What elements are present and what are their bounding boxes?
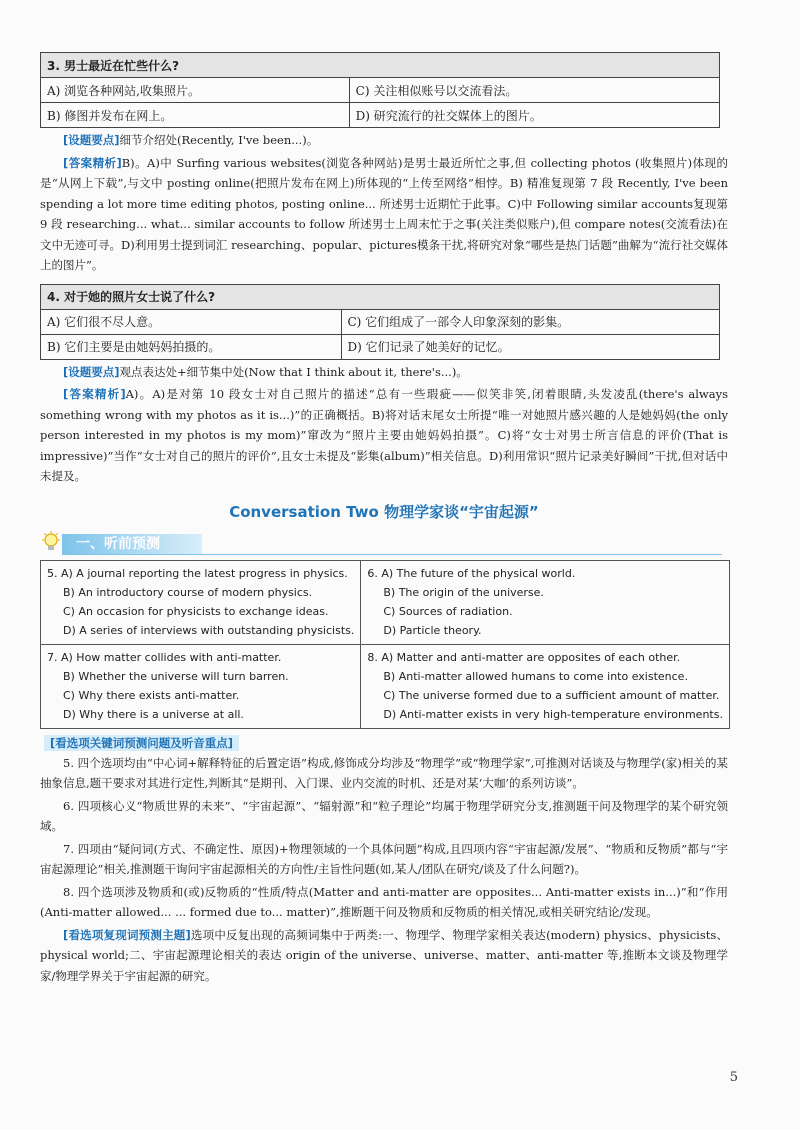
question-4-stem: 4. 对于她的照片女士说了什么? [41,284,720,309]
q5-option-d: D) A series of interviews with outstanding physicists. [63,623,355,637]
q6-options [361,560,730,644]
q4-option-b: B) 它们主要是由她妈妈拍摄的。 [41,334,342,359]
q5-options [41,560,361,644]
q8-option-c: C) The universe formed due to a sufficient amount of matter. [383,688,720,702]
analysis-q7: 7. 四项由“疑问词(方式、不确定性、原因)+物理领域的一个具体问题”构成,且四项内容“宇宙起源/发展”、“物质和反物质”都与“宇宙起源理论”相关,推测题干询问宇宙起源相关的方向性/主旨性问题(如,某人/团队在研究/谈及了什么问题?)。 [40,841,728,876]
lightbulb-icon [40,530,62,556]
q4-point-tag: [设题要点] [63,364,120,379]
q4-option-d: D) 它们记录了她美好的记忆。 [341,334,720,359]
q5-option-b: B) An introductory course of modern physics. [63,585,313,599]
q5-option-c: C) An occasion for physicists to exchange ideas. [63,604,329,618]
repeat-words-text: 选项中反复出现的高频词集中于两类:一、物理学、物理学家相关表达(modern) physics、physicists、physical world;二、宇宙起源理论相关的表达 origin of the universe、universe、matter、anti-matter 等,推断本文谈及物理学家/物理学界关于宇宙起源的研究。 [40,927,728,983]
q5-option-a: 5. A) A journal reporting the latest progress in physics. [47,566,348,580]
q7-options [41,644,361,728]
q3-answer-text: B)。A)中 Surfing various websites(浏览各种网站)是男士最近所忙之事,但 collecting photos (收集照片)体现的是“从网上下载”,与文中 posting online(把照片发布在网上)所体现的“上传至网络”相悖。B) 精准复现第 7 段 Recently, I've been spending a lot more time editing photos, posting online... 所述男士近期忙于此事。C)中 Following similar accounts复现第 9 段 researching... what... similar accounts to follow 所述男士上周末忙于之事(关注类似账户),但 compare notes(交流看法)在文中无迹可寻。D)利用男士提到词汇 researching、popular、pictures模条干扰,将研究对象“哪些是热门话题”曲解为“流行社交媒体上的图片”。 [40,155,728,272]
section-title: 一、听前预测 [76,535,160,552]
repeat-words-paragraph [40,925,728,987]
q8-option-b: B) Anti-matter allowed humans to come into existence. [383,669,688,683]
banner-line [62,554,722,555]
question-3-stem: 3. 男士最近在忙些什么? [41,53,720,78]
q8-option-d: D) Anti-matter exists in very high-temperature environments. [383,707,723,721]
options-grid [40,560,730,729]
q4-answer [40,384,728,487]
q3-point [40,130,728,151]
q3-option-d: D) 研究流行的社交媒体上的图片。 [349,103,719,128]
q3-option-a: A) 浏览各种网站,收集照片。 [41,78,350,103]
conversation-two-title: Conversation Two 物理学家谈“宇宙起源” [229,502,539,521]
q3-answer [40,153,728,276]
q3-point-text: 细节介绍处(Recently, I've been...)。 [119,133,319,147]
q3-option-c: C) 关注相似账号以交流看法。 [349,78,719,103]
page-number: 5 [729,1070,738,1085]
q4-point-text: 观点表达处+细节集中处(Now that I think about it, there's...)。 [119,364,468,379]
q7-option-d: D) Why there is a universe at all. [63,707,244,721]
q7-option-a: 7. A) How matter collides with anti-matter. [47,650,282,664]
repeat-words-tag: [看选项复现词预测主题] [63,927,191,942]
q3-point-tag: [设题要点] [63,133,120,147]
q6-option-c: C) Sources of radiation. [383,604,513,618]
q8-option-a: 8. A) Matter and anti-matter are opposites of each other. [367,650,681,664]
analysis-q8: 8. 四个选项涉及物质和(或)反物质的“性质/特点(Matter and anti-matter are opposites... Anti-matter exists in...)”和“作用(Anti-matter allowed... ... formed due to... matter)”,推断题干问及物质和反物质的相关情况,或相关研究结论/发现。 [40,884,728,919]
q7-option-b: B) Whether the universe will turn barren. [63,669,289,683]
q8-options [361,644,730,728]
keyword-prediction-tag: [看选项关键词预测问题及听音重点] [44,735,239,751]
q4-option-c: C) 它们组成了一部令人印象深刻的影集。 [341,309,720,334]
question-3-table [40,52,720,128]
q3-option-b: B) 修图并发布在网上。 [41,103,350,128]
page-content [40,52,728,986]
q7-option-c: C) Why there exists anti-matter. [63,688,240,702]
analysis-q5: 5. 四个选项均由“中心词+解释特征的后置定语”构成,修饰成分均涉及“物理学”或“物理学家”,可推测对话谈及与物理学(家)相关的某抽象信息,题干要求对其进行定性,判断其“是期刊、入门课、业内交流的时机、还是对某‘大咖’的系列访谈”。 [40,755,728,790]
q3-answer-tag: [答案精析] [63,155,122,170]
q4-point [40,362,728,383]
question-4-table [40,284,720,360]
q4-option-a: A) 它们很不尽人意。 [41,309,342,334]
analysis-q6: 6. 四项核心义“物质世界的未来”、“宇宙起源”、“辐射源”和“粒子理论”均属于物理学研究分支,推测题干问及物理学的某个研究领域。 [40,798,728,833]
q4-answer-text: A)。A)是对第 10 段女士对自己照片的描述“总有一些瑕疵——似笑非笑,闭着眼睛,头发凌乱(there's always something wrong with my photos as it is...)”的正确概括。B)将对话末尾女士所提“唯一对她照片感兴趣的人是她妈妈(the only person interested in my photos is my mom)”窜改为“照片主要由她妈妈拍摄”。C)将“女士对男士所言信息的评价(That is impressive)”当作“女士对自己的照片的评价”,且女士未提及“影集(album)”相关信息。D)利用常识“照片记录美好瞬间”干扰,但对话中未提及。 [40,387,728,483]
q4-answer-tag: [答案精析] [63,387,126,401]
q6-option-b: B) The origin of the universe. [383,585,544,599]
section-banner [40,530,722,556]
q6-option-d: D) Particle theory. [383,623,482,637]
q6-option-a: 6. A) The future of the physical world. [367,566,576,580]
